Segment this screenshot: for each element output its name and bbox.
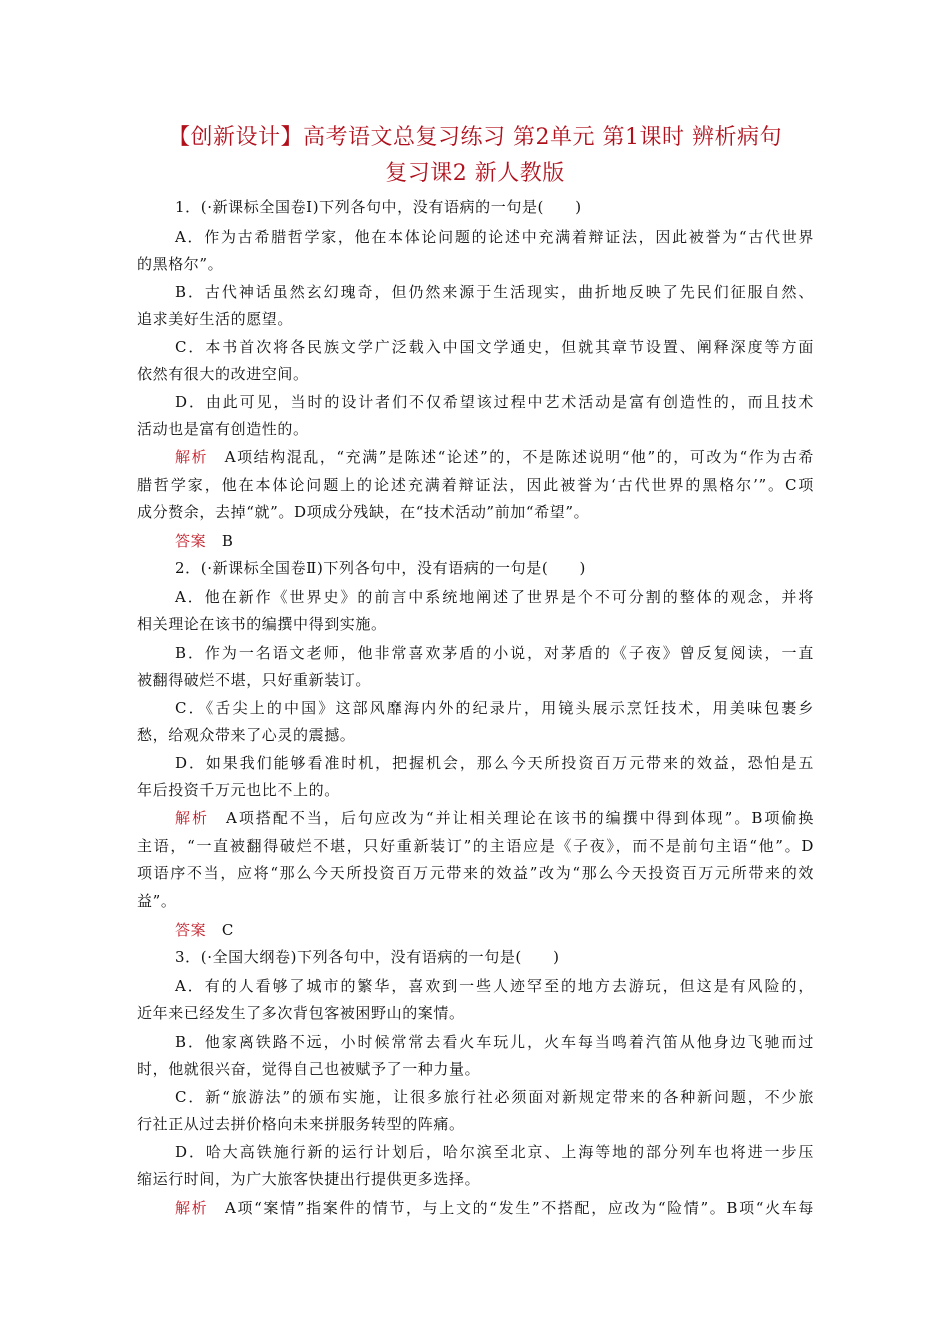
q1-option-d-line2: 活动也是富有创造性的。: [137, 420, 309, 438]
q3-option-d-line1: D．哈大高铁施行新的运行计划后，哈尔滨至北京、上海等地的部分列车也将进一步压: [175, 1143, 814, 1161]
q1-option-b-line1: B．古代神话虽然玄幻瑰奇，但仍然来源于生活现实，曲折地反映了先民们征服自然、: [175, 283, 814, 301]
q1-answer-value: B: [221, 532, 234, 550]
q2-answer-label: 答案: [175, 921, 207, 939]
q1-stem: 1．(·新课标全国卷Ⅰ)下列各句中，没有语病的一句是( ): [175, 198, 582, 216]
q2-answer-line: [175, 919, 814, 941]
q3-analysis-text-1: A项“案情”指案件的情节，与上文的“发生”不搭配，应改为“险情”。B项“火车每: [224, 1199, 814, 1217]
q1-option-a-line2: 的黑格尔”。: [137, 255, 224, 273]
q1-analysis-line3: 成分赘余，去掉“就”。D项成分残缺，在“技术活动”前加“希望”。: [137, 503, 590, 521]
q3-analysis-line1: [175, 1197, 814, 1219]
q1-option-b-line2: 追求美好生活的愿望。: [137, 310, 294, 328]
q2-analysis-line3: 项语序不当，应将“那么今天所投资百万元带来的效益”改为“那么今天投资百万元所带来的效: [137, 864, 814, 882]
q2-analysis-line1: [175, 807, 814, 829]
q3-option-b-line1: B．他家离铁路不远，小时候常常去看火车玩儿，火车每当鸣着汽笛从他身边飞驰而过: [175, 1033, 814, 1051]
q3-analysis-label: 解析: [175, 1199, 209, 1217]
q1-option-a-line1: A．作为古希腊哲学家，他在本体论问题的论述中充满着辩证法，因此被誉为“古代世界: [175, 228, 814, 246]
q2-option-a-line2: 相关理论在该书的编撰中得到实施。: [137, 615, 387, 633]
q1-analysis-text-1: A项结构混乱，“充满”是陈述“论述”的，不是陈述说明“他”的，可改为“作为古希: [224, 448, 814, 466]
q2-analysis-line2: 主语，“一直被翻得破烂不堪，只好重新装订”的主语应是《子夜》，而不是前句主语“他”。D: [137, 837, 814, 855]
q2-option-a-line1: A．他在新作《世界史》的前言中系统地阐述了世界是个不可分割的整体的观念，并将: [175, 588, 814, 606]
q3-option-b-line2: 时，他就很兴奋，觉得自己也被赋予了一种力量。: [137, 1060, 481, 1078]
q1-option-d-line1: D．由此可见，当时的设计者们不仅希望该过程中艺术活动是富有创造性的，而且技术: [175, 393, 814, 411]
q2-option-c-line2: 愁，给观众带来了心灵的震撼。: [137, 726, 356, 744]
q2-option-d-line2: 年后投资千万元也比不上的。: [137, 781, 340, 799]
q1-analysis-label: 解析: [175, 448, 209, 466]
q2-option-b-line2: 被翻得破烂不堪，只好重新装订。: [137, 671, 372, 689]
q3-option-a-line2: 近年来已经发生了多次背包客被困野山的案情。: [137, 1004, 465, 1022]
q1-analysis-line1: [175, 446, 814, 468]
q2-answer-value: C: [221, 921, 234, 939]
q2-stem: 2．(·新课标全国卷Ⅱ)下列各句中，没有语病的一句是( ): [175, 559, 586, 577]
q2-option-c-line1: C．《舌尖上的中国》这部风靡海内外的纪录片，用镜头展示烹饪技术，用美味包裹乡: [175, 699, 814, 717]
q2-analysis-line4: 益”。: [137, 892, 177, 910]
q3-option-c-line2: 行社正从过去拼价格向未来拼服务转型的阵痛。: [137, 1115, 465, 1133]
q2-option-d-line1: D．如果我们能够看准时机，把握机会，那么今天所投资百万元带来的效益，恐怕是五: [175, 754, 814, 772]
q3-option-c-line1: C．新“旅游法”的颁布实施，让很多旅行社必须面对新规定带来的各种新问题，不少旅: [175, 1088, 814, 1106]
document-title-line1: 【创新设计】高考语文总复习练习 第2单元 第1课时 辨析病句: [168, 125, 782, 150]
q1-answer-label: 答案: [175, 532, 207, 550]
q3-stem: 3．(·全国大纲卷)下列各句中，没有语病的一句是( ): [175, 948, 560, 966]
q1-option-c-line1: C．本书首次将各民族文学广泛载入中国文学通史，但就其章节设置、阐释深度等方面: [175, 338, 814, 356]
q3-option-d-line2: 缩运行时间，为广大旅客快捷出行提供更多选择。: [137, 1170, 481, 1188]
q1-analysis-line2: 腊哲学家，他在本体论问题上的论述充满着辩证法，因此被誉为‘古代世界的黑格尔’”。C项: [137, 476, 814, 494]
document-title-line2: 复习课2 新人教版: [385, 161, 565, 186]
q2-analysis-text-1: A项搭配不当，后句应改为“并让相关理论在该书的编撰中得到体现”。B项偷换: [226, 809, 815, 827]
q1-answer-line: [175, 530, 814, 552]
q2-option-b-line1: B．作为一名语文老师，他非常喜欢茅盾的小说，对茅盾的《子夜》曾反复阅读，一直: [175, 644, 814, 662]
q2-analysis-label: 解析: [175, 809, 210, 827]
q3-option-a-line1: A．有的人看够了城市的繁华，喜欢到一些人迹罕至的地方去游玩，但这是有风险的，: [175, 977, 814, 995]
q1-option-c-line2: 依然有很大的改进空间。: [137, 365, 309, 383]
